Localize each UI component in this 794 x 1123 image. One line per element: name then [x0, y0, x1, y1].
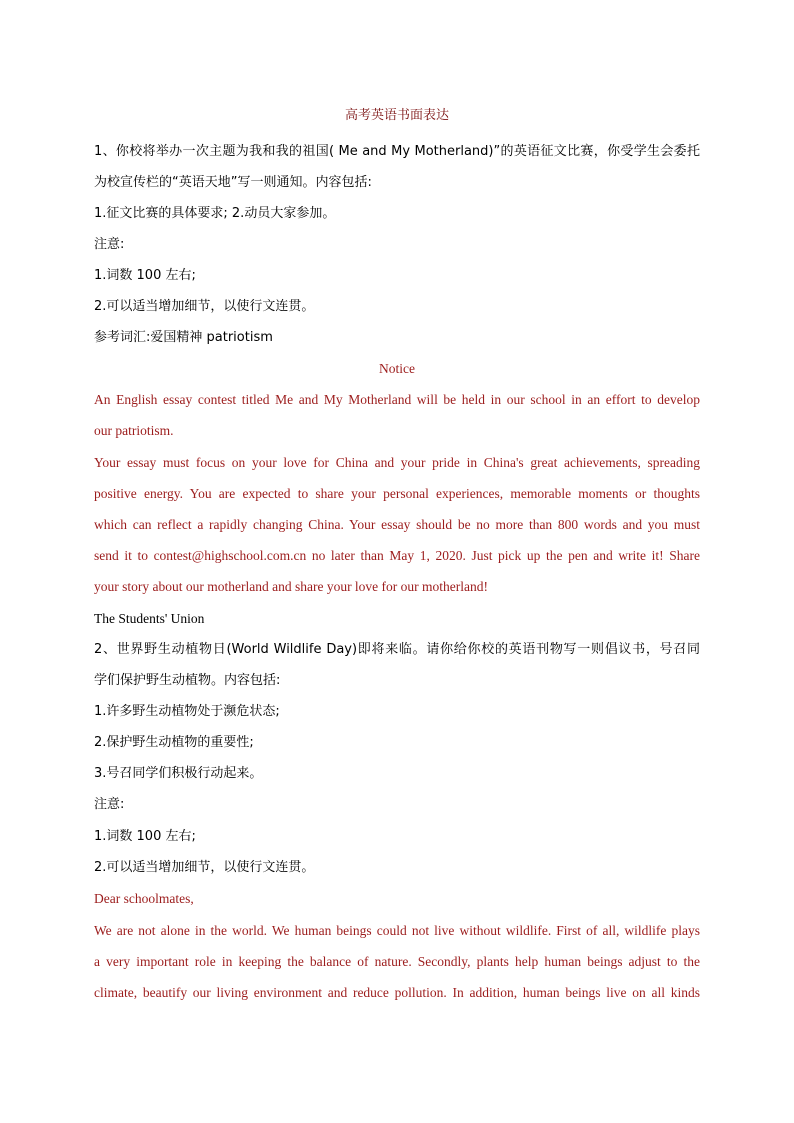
answer2-line: We are not alone in the world. We human beings could not live without wildlife. First of all, wildlife plays [94, 923, 700, 938]
q2-item-3: 3.号召同学们积极行动起来。 [94, 766, 263, 781]
q2-note-label: 注意: [94, 797, 125, 812]
q1-contents: 1.征文比赛的具体要求; 2.动员大家参加。 [94, 206, 336, 221]
q1-note-1: 1.词数 100 左右; [94, 268, 196, 283]
q1-prompt-line-1: 1、你校将举办一次主题为我和我的祖国( Me and My Motherland)”的英语征文比赛，你受学生会委托 [94, 144, 700, 159]
answer1-line: positive energy. You are expected to share your personal experiences, memorable moments or thoughts [94, 486, 700, 501]
q1-note-label: 注意: [94, 237, 125, 252]
q1-note-2: 2.可以适当增加细节，以使行文连贯。 [94, 299, 315, 314]
q1-prompt-line-2: 为校宣传栏的“英语天地”写一则通知。内容包括: [94, 175, 372, 190]
answer2-line: climate, beautify our living environment and reduce pollution. In addition, human beings live on all kinds [94, 985, 700, 1000]
q2-item-2: 2.保护野生动植物的重要性; [94, 735, 254, 750]
answer1-line: which can reflect a rapidly changing China. Your essay should be no more than 800 words and you must [94, 517, 700, 532]
q2-note-1: 1.词数 100 左右; [94, 829, 196, 844]
q2-note-2: 2.可以适当增加细节，以使行文连贯。 [94, 860, 315, 875]
answer2-line: a very important role in keeping the balance of nature. Secondly, plants help human beings adjust to the [94, 954, 700, 969]
answer1-line: send it to contest@highschool.com.cn no later than May 1, 2020. Just pick up the pen and write it! Share [94, 548, 700, 563]
q2-prompt-line-1: 2、世界野生动植物日(World Wildlife Day)即将来临。请你给你校的英语刊物写一则倡议书，号召同 [94, 642, 700, 657]
answer1-heading: Notice [379, 361, 415, 376]
answer1-line: your story about our motherland and share your love for our motherland! [94, 579, 489, 594]
q2-prompt-line-2: 学们保护野生动植物。内容包括: [94, 673, 281, 688]
answer1-signature: The Students' Union [94, 611, 205, 626]
q1-vocab: 参考词汇:爱国精神 patriotism [94, 330, 273, 345]
answer1-line: Your essay must focus on your love for China and your pride in China's great achievements, spreading [94, 455, 700, 470]
answer2-greeting: Dear schoolmates, [94, 891, 194, 906]
q2-item-1: 1.许多野生动植物处于濒危状态; [94, 704, 280, 719]
answer1-line: our patriotism. [94, 423, 174, 438]
page-title: 高考英语书面表达 [344, 108, 449, 123]
answer1-line: An English essay contest titled Me and My Motherland will be held in our school in an effort to develop [94, 392, 700, 407]
